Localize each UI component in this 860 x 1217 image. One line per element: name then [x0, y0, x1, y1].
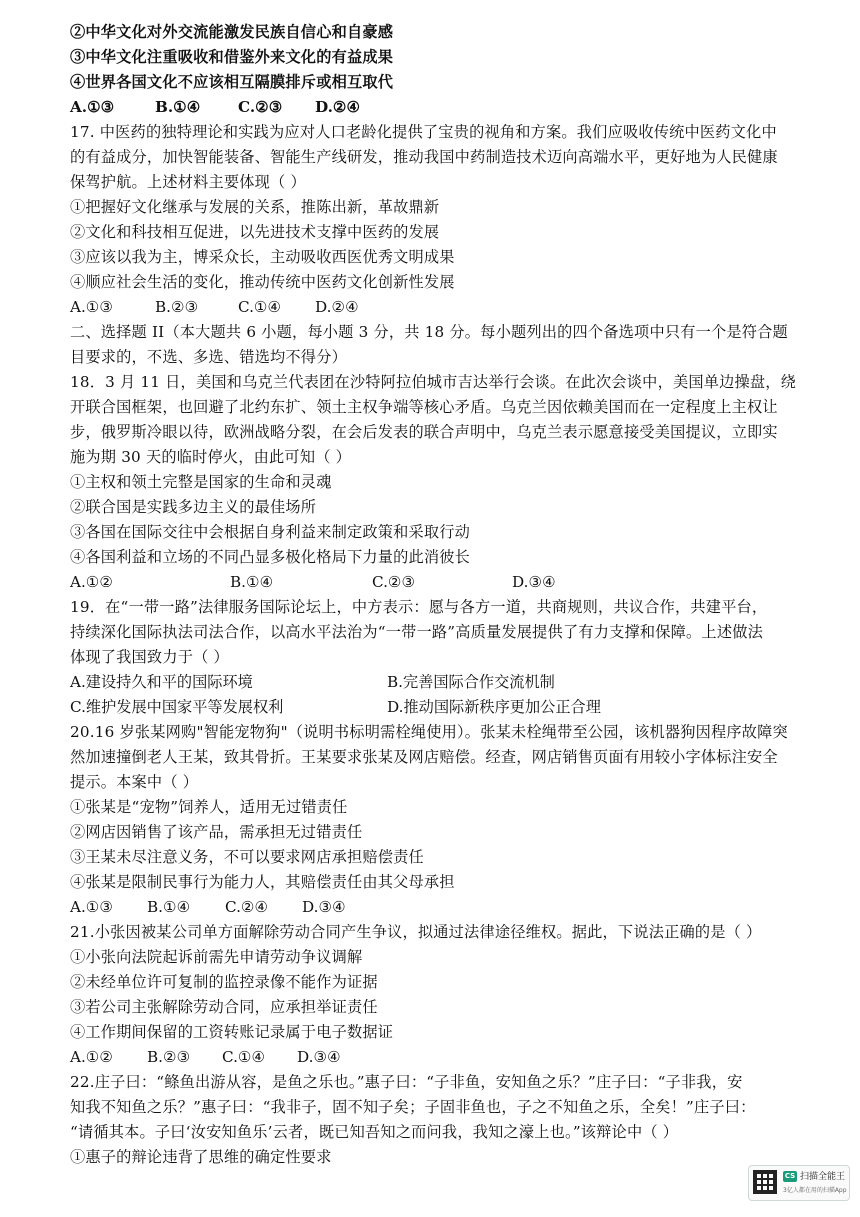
q17-statement-4: ④顺应社会生活的变化，推动传统中医药文化创新性发展 [70, 273, 455, 291]
q17-option-b: B.②③ [155, 298, 199, 316]
q18-stem-line-1: 18．3 月 11 日，美国和乌克兰代表团在沙特阿拉伯城市吉达举行会谈。在此次会谈中，美国单边操盘，绕 [70, 373, 797, 391]
q17-statement-1: ①把握好文化继承与发展的关系，推陈出新，革故鼎新 [70, 198, 440, 216]
q17-statement-2: ②文化和科技相互促进，以先进技术支撑中医药的发展 [70, 223, 440, 241]
q18-stem-line-3: 步，俄罗斯冷眼以待，欧洲战略分裂，在会后发表的联合声明中，乌克兰表示愿意接受美国提议，立即实 [70, 423, 778, 441]
q19-option-b: B.完善国际合作交流机制 [387, 673, 555, 691]
q18-statement-3: ③各国在国际交往中会根据自身利益来制定政策和采取行动 [70, 523, 471, 541]
q16-options [0, 95, 860, 119]
q21-statement-4: ④工作期间保留的工资转账记录属于电子数据证 [70, 1023, 394, 1041]
q17-statement-3: ③应该以我为主，博采众长，主动吸收西医优秀文明成果 [70, 248, 455, 266]
q19-options-row-2 [0, 695, 860, 719]
q21-options [0, 1045, 860, 1069]
q16-statement-4: ④世界各国文化不应该相互隔膜排斥或相互取代 [70, 73, 394, 91]
q20-option-c: C.②④ [225, 898, 269, 916]
q19-stem-line-1: 19．在“一带一路”法律服务国际论坛上，中方表示：愿与各方一道，共商规则，共议合作，共建平台， [70, 598, 768, 616]
q20-stem-line-3: 提示。本案中（ ） [70, 773, 199, 791]
q20-option-d: D.③④ [302, 898, 346, 916]
q16-statement-3: ③中华文化注重吸收和借鉴外来文化的有益成果 [70, 48, 394, 66]
q16-statement-2: ②中华文化对外交流能激发民族自信心和自豪感 [70, 23, 394, 41]
q20-stem-line-2: 然加速撞倒老人王某，致其骨折。王某要求张某及网店赔偿。经查，网店销售页面有用较小字体标注安全 [70, 748, 778, 766]
watermark-subtitle: 3亿人都在用的扫描App [783, 1187, 847, 1194]
q21-option-b: B.②③ [147, 1048, 191, 1066]
q17-stem-line-3: 保驾护航。上述材料主要体现（ ） [70, 173, 306, 191]
qr-code-icon [753, 1170, 777, 1194]
section-2-heading-line-2: 目要求的，不选、多选、错选均不得分） [70, 348, 347, 366]
q18-option-a: A.①② [70, 573, 114, 591]
q16-option-b: B.①④ [155, 98, 201, 116]
q21-stem: 21.小张因被某公司单方面解除劳动合同产生争议，拟通过法律途径维权。据此，下说法正确的是（ ） [70, 923, 762, 941]
q17-option-d: D.②④ [315, 298, 359, 316]
q20-statement-1: ①张某是“宠物”饲养人，适用无过错责任 [70, 798, 348, 816]
q20-option-a: A.①③ [70, 898, 114, 916]
q21-option-d: D.③④ [297, 1048, 341, 1066]
q18-option-d: D.③④ [512, 573, 556, 591]
q20-option-b: B.①④ [147, 898, 191, 916]
q19-option-a: A.建设持久和平的国际环境 [70, 673, 253, 691]
q22-stem-line-3: “请循其本。子曰‘汝安知鱼乐’云者，既已知吾知之而问我，我知之濠上也。”该辩论中（ ） [70, 1123, 679, 1141]
q18-option-c: C.②③ [372, 573, 416, 591]
q20-options [0, 895, 860, 919]
q20-statement-4: ④张某是限制民事行为能力人，其赔偿责任由其父母承担 [70, 873, 455, 891]
q18-statement-2: ②联合国是实践多边主义的最佳场所 [70, 498, 317, 516]
q22-statement-1: ①惠子的辩论违背了思维的确定性要求 [70, 1148, 332, 1166]
q18-option-b: B.①④ [230, 573, 274, 591]
q18-statement-1: ①主权和领土完整是国家的生命和灵魂 [70, 473, 332, 491]
q19-stem-line-3: 体现了我国致力于（ ） [70, 648, 229, 666]
q21-statement-2: ②未经单位许可复制的监控录像不能作为证据 [70, 973, 378, 991]
section-2-heading-line-1: 二、选择题 II（本大题共 6 小题，每小题 3 分，共 18 分。每小题列出的四个备选项中只有一个是符合题 [70, 323, 788, 341]
q18-stem-line-2: 开联合国框架，也回避了北约东扩、领土主权争端等核心矛盾。乌克兰因依赖美国而在一定程度上主权让 [70, 398, 778, 416]
q17-option-c: C.①④ [238, 298, 282, 316]
q16-option-c: C.②③ [238, 98, 283, 116]
q18-options [0, 570, 860, 594]
q19-option-d: D.推动国际新秩序更加公正合理 [387, 698, 601, 716]
q17-stem-line-1: 17. 中医药的独特理论和实践为应对人口老龄化提供了宝贵的视角和方案。我们应吸收传统中医药文化中 [70, 123, 777, 141]
q21-option-c: C.①④ [222, 1048, 266, 1066]
watermark-title: 扫描全能王 [800, 1172, 846, 1182]
q17-options [0, 295, 860, 319]
q20-stem-line-1: 20.16 岁张某网购"智能宠物狗"（说明书标明需栓绳使用）。张某未栓绳带至公园，该机器狗因程序故障突 [70, 723, 788, 741]
q16-option-d: D.②④ [315, 98, 361, 116]
q17-option-a: A.①③ [70, 298, 114, 316]
camscanner-logo-icon: CS [784, 1172, 796, 1180]
q16-option-a: A.①③ [70, 98, 115, 116]
q22-stem-line-1: 22.庄子曰：“鲦鱼出游从容，是鱼之乐也。”惠子曰：“子非鱼，安知鱼之乐？”庄子曰：“子非我，安 [70, 1073, 743, 1091]
q19-stem-line-2: 持续深化国际执法司法合作，以高水平法治为“一带一路”高质量发展提供了有力支撑和保障。上述做法 [70, 623, 763, 641]
q22-stem-line-2: 知我不知鱼之乐？”惠子曰：“我非子，固不知子矣；子固非鱼也，子之不知鱼之乐，全矣！”庄子曰： [70, 1098, 756, 1116]
q20-statement-3: ③王某未尽注意义务，不可以要求网店承担赔偿责任 [70, 848, 424, 866]
q17-stem-line-2: 的有益成分，加快智能装备、智能生产线研发，推动我国中药制造技术迈向高端水平，更好地为人民健康 [70, 148, 778, 166]
q19-option-c: C.维护发展中国家平等发展权利 [70, 698, 284, 716]
scanner-watermark [748, 1165, 850, 1201]
q20-statement-2: ②网店因销售了该产品，需承担无过错责任 [70, 823, 363, 841]
q18-statement-4: ④各国利益和立场的不同凸显多极化格局下力量的此消彼长 [70, 548, 471, 566]
q21-statement-3: ③若公司主张解除劳动合同，应承担举证责任 [70, 998, 378, 1016]
q19-options-row-1 [0, 670, 860, 694]
q18-stem-line-4: 施为期 30 天的临时停火，由此可知（ ） [70, 448, 352, 466]
q21-option-a: A.①② [70, 1048, 114, 1066]
q21-statement-1: ①小张向法院起诉前需先申请劳动争议调解 [70, 948, 363, 966]
